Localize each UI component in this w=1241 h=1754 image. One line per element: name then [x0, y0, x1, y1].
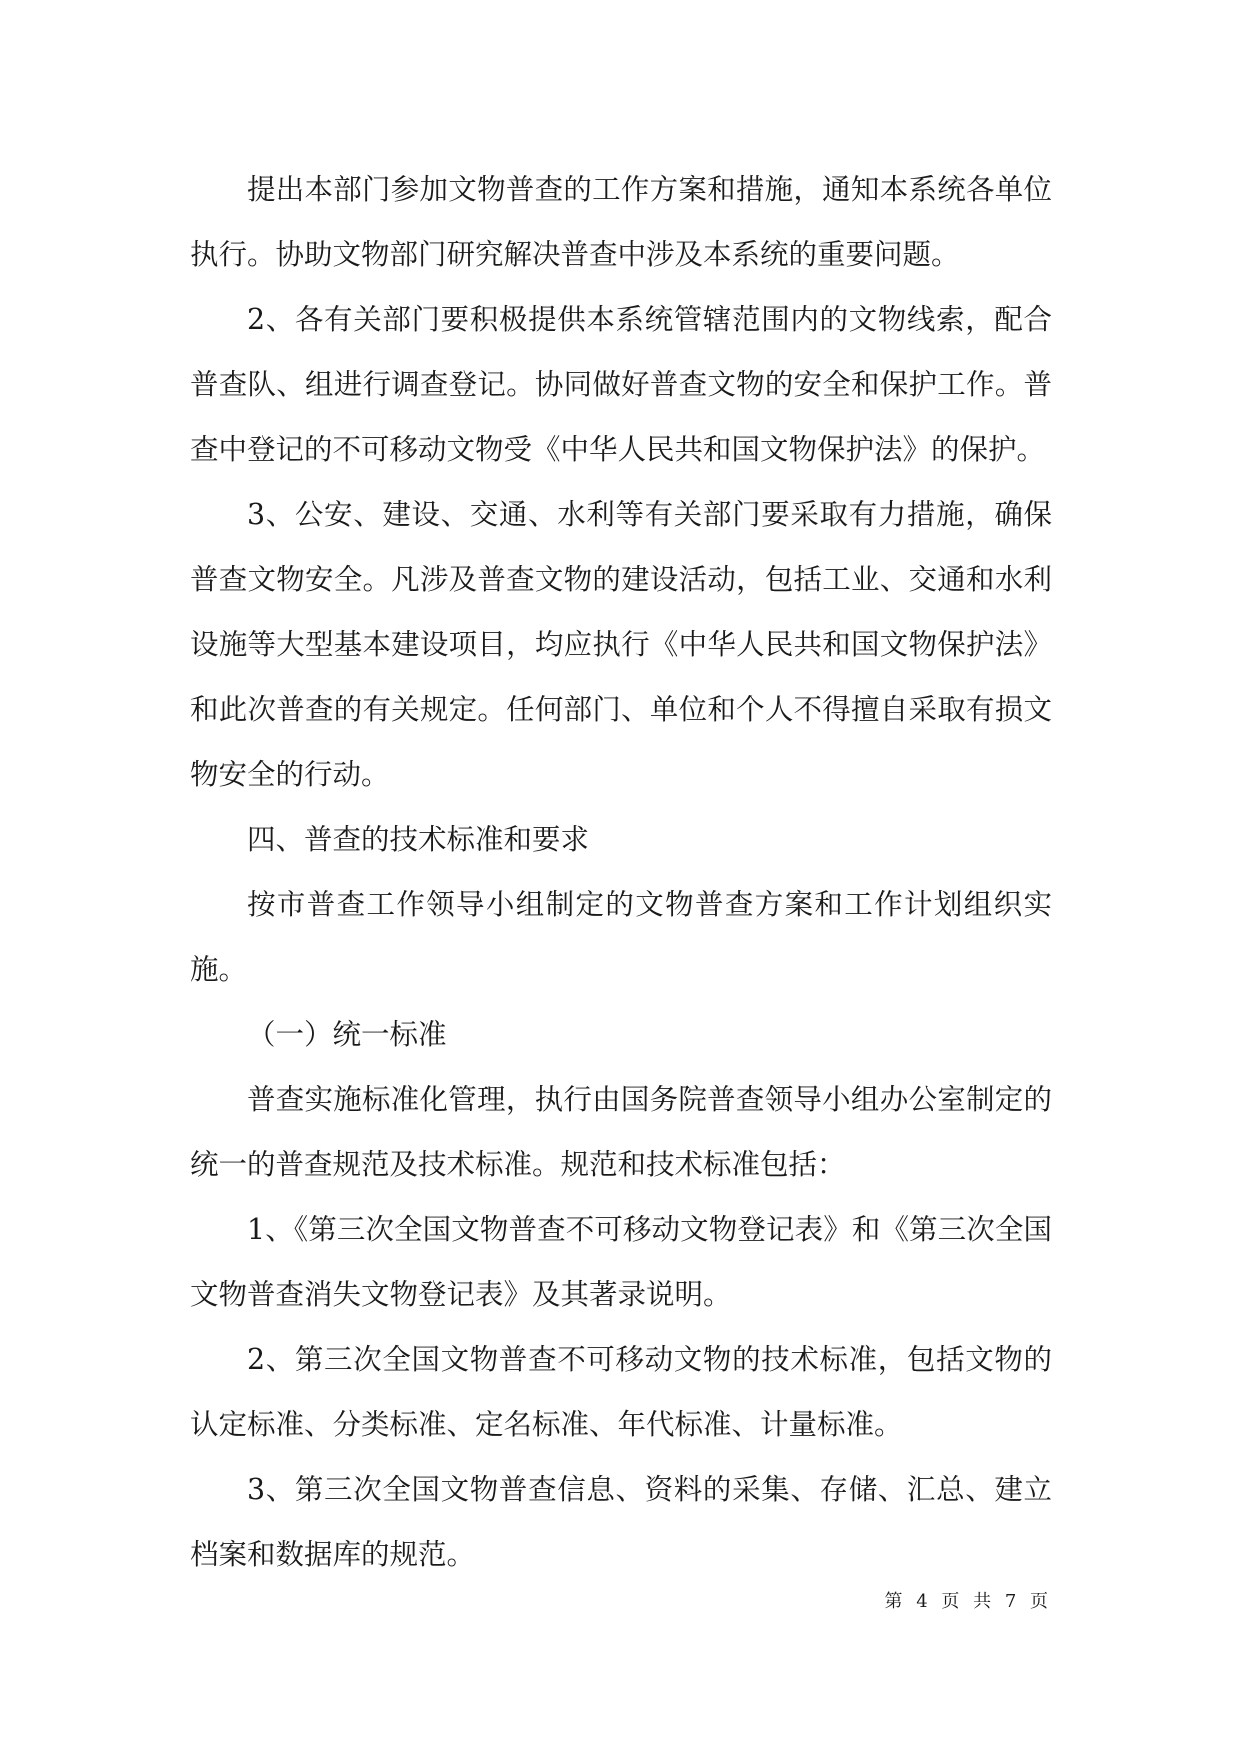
- paragraph-registration-forms: 1、《第三次全国文物普查不可移动文物登记表》和《第三次全国文物普查消失文物登记表》及其著录说明。: [190, 1213, 1052, 1311]
- page-number-footer: 第 4 页 共 7 页: [884, 1591, 1052, 1612]
- paragraph-safety-measures: 3、公安、建设、交通、水利等有关部门要采取有力措施，确保普查文物安全。凡涉及普查文物的建设活动，包括工业、交通和水利设施等大型基本建设项目，均应执行《中华人民共和国文物保护法》和此次普查的有关规定。任何部门、单位和个人不得擅自采取有损文物安全的行动。: [190, 498, 1052, 791]
- section-heading-technical-standards: 四、普查的技术标准和要求: [247, 823, 590, 856]
- paragraph-work-plan: 提出本部门参加文物普查的工作方案和措施，通知本系统各单位执行。协助文物部门研究解决普查中涉及本系统的重要问题。: [190, 173, 1052, 271]
- paragraph-data-specifications: 3、第三次全国文物普查信息、资料的采集、存储、汇总、建立档案和数据库的规范。: [190, 1473, 1052, 1571]
- paragraph-standardized-management: 普查实施标准化管理，执行由国务院普查领导小组办公室制定的统一的普查规范及技术标准。规范和技术标准包括：: [190, 1083, 1052, 1181]
- paragraph-implementation: 按市普查工作领导小组制定的文物普查方案和工作计划组织实施。: [190, 888, 1052, 986]
- paragraph-technical-criteria: 2、第三次全国文物普查不可移动文物的技术标准，包括文物的认定标准、分类标准、定名标准、年代标准、计量标准。: [190, 1343, 1052, 1441]
- subsection-heading-unified-standards: （一）统一标准: [247, 1018, 447, 1051]
- document-body: [190, 157, 1052, 1587]
- paragraph-clue-provision: 2、各有关部门要积极提供本系统管辖范围内的文物线索，配合普查队、组进行调查登记。协同做好普查文物的安全和保护工作。普查中登记的不可移动文物受《中华人民共和国文物保护法》的保护。: [190, 303, 1052, 466]
